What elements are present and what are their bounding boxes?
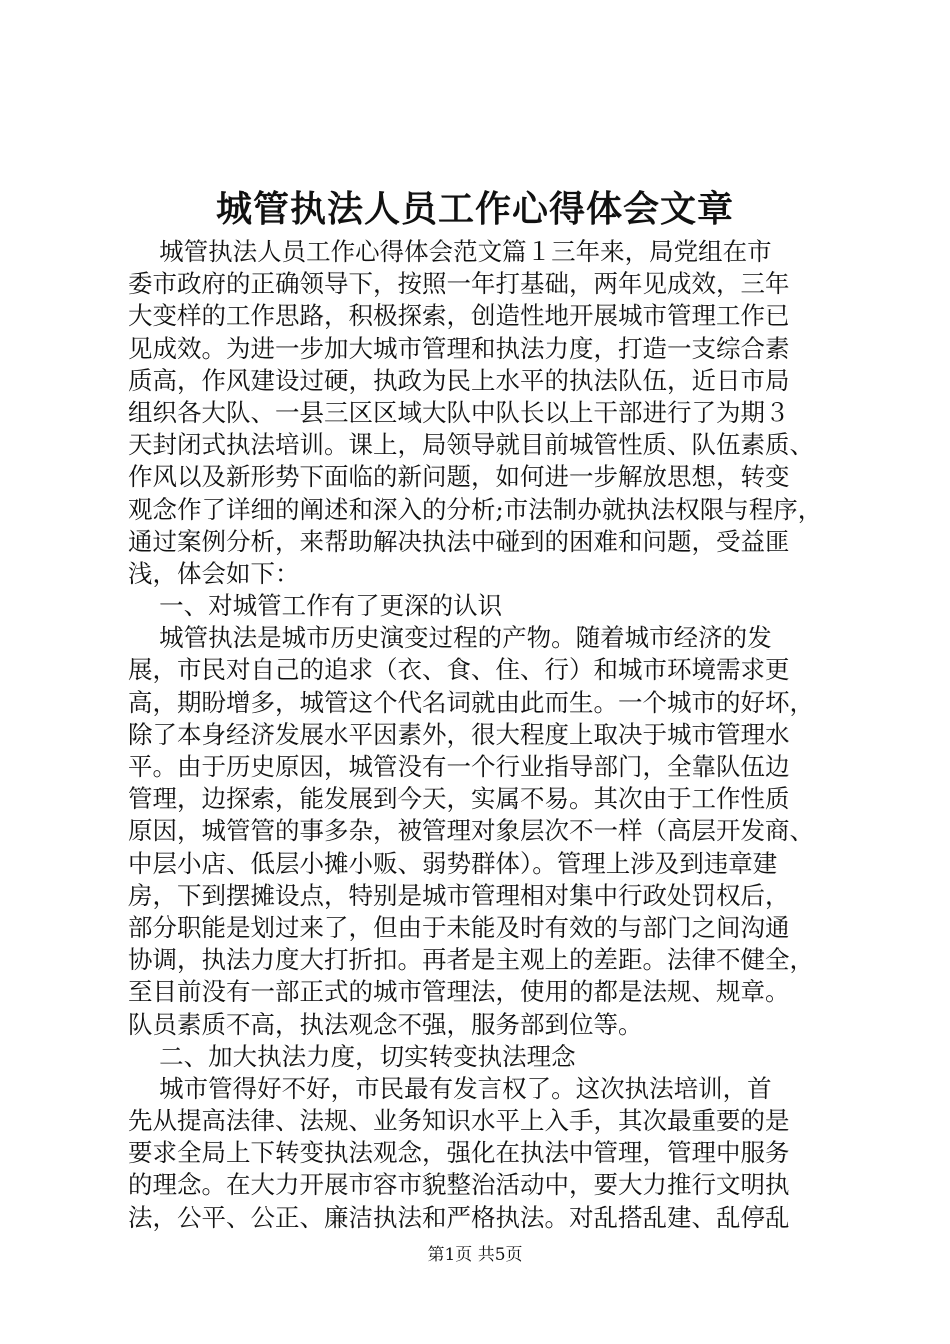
body-line: 展，市民对自己的追求（衣、食、住、行）和城市环境需求更 <box>128 655 790 685</box>
body-line: 要求全局上下转变执法观念，强化在执法中管理，管理中服务 <box>128 1138 790 1168</box>
body-line: 通过案例分析，来帮助解决执法中碰到的困难和问题，受益匪 <box>128 526 790 556</box>
body-line: 质高，作风建设过硬，执政为民上水平的执法队伍，近日市局 <box>128 365 790 395</box>
body-line: 原因，城管管的事多杂，被管理对象层次不一样（高层开发商、 <box>128 816 814 846</box>
body-line: 城管执法是城市历史演变过程的产物。随着城市经济的发 <box>128 623 772 653</box>
body-line: 平。由于历史原因，城管没有一个行业指导部门，全靠队伍边 <box>128 752 790 781</box>
body-line: 作风以及新形势下面临的新问题，如何进一步解放思想，转变 <box>128 462 790 492</box>
body-line: 二、加大执法力度，切实转变执法理念 <box>128 1041 576 1071</box>
body-line: 先从提高法律、法规、业务知识水平上入手，其次最重要的是 <box>128 1106 790 1136</box>
body-line: 委市政府的正确领导下，按照一年打基础，两年见成效，三年 <box>128 269 790 299</box>
body-line: 的理念。在大力开展市容市貌整治活动中，要大力推行文明执 <box>128 1170 790 1200</box>
body-line: 一、对城管工作有了更深的认识 <box>128 591 503 621</box>
body-line: 部分职能是划过来了，但由于未能及时有效的与部门之间沟通 <box>128 912 790 942</box>
document-body <box>128 236 828 1234</box>
body-line: 城管执法人员工作心得体会范文篇１三年来，局党组在市 <box>128 237 772 266</box>
body-line: 中层小店、低层小摊小贩、弱势群体）。管理上涉及到违章建 <box>128 848 778 878</box>
body-line: 大变样的工作思路，积极探索，创造性地开展城市管理工作已 <box>128 301 790 331</box>
body-line: 观念作了详细的阐述和深入的分析;市法制办就执法权限与程序， <box>128 494 823 524</box>
document-title: 城管执法人员工作心得体会文章 <box>215 188 734 230</box>
body-line: 见成效。为进一步加大城市管理和执法力度，打造一支综合素 <box>128 333 790 363</box>
body-line: 高，期盼增多，城管这个代名词就由此而生。一个城市的好坏， <box>128 687 814 717</box>
body-line: 管理，边探索，能发展到今天，实属不易。其次由于工作性质 <box>128 784 790 814</box>
body-line: 组织各大队、一县三区区域大队中队长以上干部进行了为期３ <box>128 397 790 427</box>
body-line: 除了本身经济发展水平因素外，很大程度上取决于城市管理水 <box>128 719 790 749</box>
body-line: 城市管得好不好，市民最有发言权了。这次执法培训，首 <box>128 1073 772 1103</box>
body-line: 协调，执法力度大打折扣。再者是主观上的差距。法律不健全， <box>128 945 814 975</box>
body-line: 队员素质不高，执法观念不强，服务部到位等。 <box>128 1009 643 1039</box>
page-footer: 第1页 共5页 <box>427 1245 523 1265</box>
body-line: 房，下到摆摊设点，特别是城市管理相对集中行政处罚权后， <box>128 880 790 910</box>
body-line: 至目前没有一部正式的城市管理法，使用的都是法规、规章。 <box>128 977 790 1007</box>
body-line: 浅，体会如下： <box>128 558 300 588</box>
body-line: 法，公平、公正、廉洁执法和严格执法。对乱搭乱建、乱停乱 <box>128 1202 790 1232</box>
body-line: 天封闭式执法培训。课上，局领导就目前城管性质、队伍素质、 <box>128 430 814 460</box>
